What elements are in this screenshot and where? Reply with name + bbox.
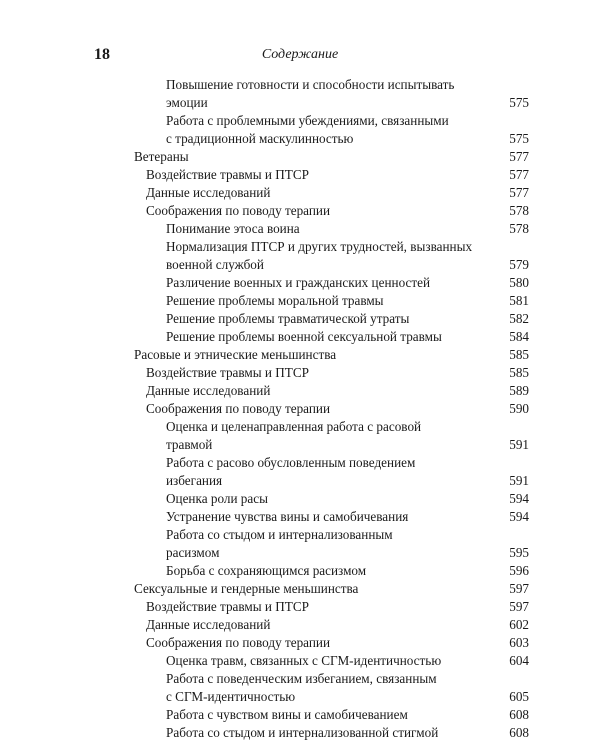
toc-entry-title: Данные исследований [146, 383, 271, 398]
toc-entry-page: 597 [509, 581, 529, 596]
toc-entry [0, 274, 600, 292]
toc-entry [0, 706, 600, 724]
toc-entry [0, 580, 600, 598]
toc-entry [0, 148, 600, 166]
toc-entry-page: 578 [509, 203, 529, 218]
toc-entry [0, 616, 600, 634]
toc-entry-title: Данные исследований [146, 185, 271, 200]
toc-entry-page: 591 [509, 437, 529, 452]
toc-entry-title: Работа с поведенческим избеганием, связанным [166, 671, 437, 686]
toc-entry [0, 382, 600, 400]
toc-entry-title: Различение военных и гражданских ценностей [166, 275, 431, 290]
toc-entry-title: Ветераны [134, 149, 189, 164]
toc-entry [0, 400, 600, 418]
toc-entry-page: 602 [509, 617, 529, 632]
toc-entry-title: Нормализация ПТСР и других трудностей, вызванных [166, 239, 473, 254]
toc-entry-title: Оценка роли расы [166, 491, 268, 506]
toc-entry-page: 597 [509, 599, 529, 614]
toc-entry-title: Устранение чувства вины и самобичевания [166, 509, 409, 524]
toc-entry [0, 562, 600, 580]
toc-entry [0, 76, 600, 94]
toc-entry-title: Соображения по поводу терапии [146, 203, 331, 218]
page-header [0, 44, 600, 66]
toc-entry [0, 724, 600, 742]
toc-entry [0, 238, 600, 256]
toc-entry-title: Расовые и этнические меньшинства [134, 347, 337, 362]
toc-entry [0, 184, 600, 202]
toc-entry-title: Работа с проблемными убеждениями, связанными [166, 113, 449, 128]
toc-entry-page: 575 [509, 95, 529, 110]
toc-entry [0, 670, 600, 688]
toc-entry [0, 436, 600, 454]
toc-entry-title: Воздействие травмы и ПТСР [146, 167, 309, 182]
toc-entry-page: 603 [509, 635, 529, 650]
toc-entry [0, 526, 600, 544]
toc-entry-title: с СГМ-идентичностью [166, 689, 296, 704]
toc-entry-title: Работа с чувством вины и самобичеванием [166, 707, 408, 722]
toc-entry-title: Работа со стыдом и интернализованной стигмой [166, 725, 439, 740]
toc-entry-page: 584 [509, 329, 529, 344]
toc-entry [0, 130, 600, 148]
toc-entry [0, 598, 600, 616]
toc-entry-title: Решение проблемы военной сексуальной травмы [166, 329, 442, 344]
toc-entry [0, 94, 600, 112]
toc-entry [0, 688, 600, 706]
toc-entry [0, 310, 600, 328]
toc-entry [0, 364, 600, 382]
toc-entry [0, 634, 600, 652]
toc-entry-page: 581 [509, 293, 529, 308]
toc-entry-title: Борьба с сохраняющимся расизмом [166, 563, 367, 578]
page-number: 18 [94, 46, 110, 63]
table-of-contents [0, 76, 600, 742]
toc-entry [0, 328, 600, 346]
toc-entry-page: 578 [509, 221, 529, 236]
toc-entry-page: 577 [509, 149, 529, 164]
toc-entry [0, 490, 600, 508]
toc-entry-title: Решение проблемы травматической утраты [166, 311, 410, 326]
toc-entry-page: 575 [509, 131, 529, 146]
toc-entry-page: 608 [509, 725, 529, 740]
toc-entry-title: Оценка травм, связанных с СГМ-идентичностью [166, 653, 442, 668]
toc-entry-page: 579 [509, 257, 529, 272]
toc-entry-title: с традиционной маскулинностью [166, 131, 354, 146]
toc-entry-title: избегания [166, 473, 223, 488]
toc-entry-title: Работа со стыдом и интернализованным [166, 527, 393, 542]
toc-entry-page: 582 [509, 311, 529, 326]
toc-entry [0, 472, 600, 490]
toc-entry-title: Соображения по поводу терапии [146, 635, 331, 650]
toc-entry-page: 594 [509, 491, 529, 506]
toc-entry-page: 585 [509, 365, 529, 380]
toc-entry-page: 590 [509, 401, 529, 416]
running-title: Содержание [261, 47, 339, 62]
toc-entry-page: 595 [509, 545, 529, 560]
toc-entry-title: Понимание этоса воина [166, 221, 300, 236]
toc-entry-title: Оценка и целенаправленная работа с расовой [166, 419, 422, 434]
toc-entry-page: 604 [509, 653, 529, 668]
toc-entry [0, 292, 600, 310]
toc-entry-page: 577 [509, 185, 529, 200]
toc-entry-title: Повышение готовности и способности испытывать [166, 77, 455, 92]
toc-entry-title: Воздействие травмы и ПТСР [146, 599, 309, 614]
toc-entry-title: расизмом [166, 545, 220, 560]
toc-entry [0, 508, 600, 526]
toc-entry [0, 202, 600, 220]
toc-entry-title: Решение проблемы моральной травмы [166, 293, 384, 308]
toc-entry-title: травмой [166, 437, 213, 452]
toc-entry [0, 256, 600, 274]
toc-entry-page: 577 [509, 167, 529, 182]
toc-entry [0, 544, 600, 562]
toc-entry-page: 608 [509, 707, 529, 722]
toc-entry-title: Работа с расово обусловленным поведением [166, 455, 416, 470]
toc-entry [0, 454, 600, 472]
toc-entry [0, 220, 600, 238]
toc-entry-page: 605 [509, 689, 529, 704]
toc-entry-page: 580 [509, 275, 529, 290]
toc-entry-page: 585 [509, 347, 529, 362]
toc-entry-title: эмоции [166, 95, 208, 110]
toc-entry [0, 166, 600, 184]
toc-entry-page: 589 [509, 383, 529, 398]
toc-entry-page: 591 [509, 473, 529, 488]
toc-entry-title: Воздействие травмы и ПТСР [146, 365, 309, 380]
toc-entry-title: Данные исследований [146, 617, 271, 632]
toc-entry [0, 346, 600, 364]
toc-entry-title: Соображения по поводу терапии [146, 401, 331, 416]
toc-entry-page: 594 [509, 509, 529, 524]
toc-entry-title: Сексуальные и гендерные меньшинства [134, 581, 359, 596]
toc-entry-title: военной службой [166, 257, 264, 272]
toc-entry [0, 652, 600, 670]
toc-entry [0, 418, 600, 436]
toc-entry-page: 596 [509, 563, 529, 578]
toc-entry [0, 112, 600, 130]
